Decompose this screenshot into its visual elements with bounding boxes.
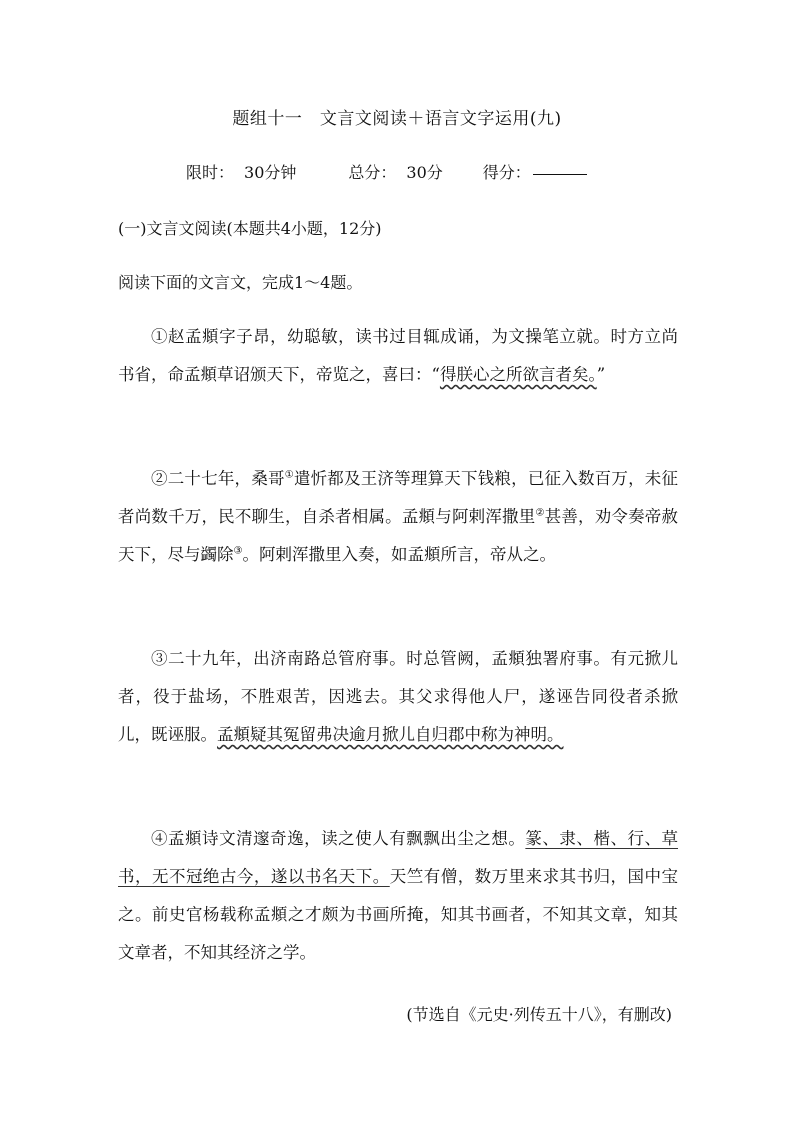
section-instruction: 阅读下面的文言文，完成1～4题。 [118,273,363,292]
p4-text-a: ④孟頫诗文清邃奇逸，读之使人有飘飘出尘之想。 [151,829,526,848]
p3-underlined-sentence: 孟頫疑其冤留弗决逾月掀儿自归郡中称为神明。 [217,725,564,744]
passage-paragraph-1 [118,318,678,394]
p2-text-a: ②二十七年，桑哥 [151,469,285,488]
footnote-marker-3: ③ [233,545,243,557]
footnote-marker-1: ① [284,469,294,481]
passage-paragraph-2 [118,460,678,574]
time-label: 限时： [186,163,235,182]
p2-text-b: 遣忻都及王济等理算天下钱粮，已征入数百万，未征者尚数千万，民不聊生，自杀者相属。孟頫与阿剌浑撒里 [118,469,679,526]
total-label: 总分： [348,163,397,182]
footnote-marker-2: ② [535,507,545,519]
p1-text-b: ” [596,365,606,384]
time-value: 30分钟 [244,163,297,182]
p1-underlined-sentence: 得朕心之所欲言者矣。 [439,365,597,384]
p4-text-b: 天竺有僧，数万里来求其书归，国中宝之。前史官杨载称孟頫之才颇为书画所掩，知其书画者，不知其文章，知其文章者，不知其经济之学。 [118,867,678,962]
p2-text-d: 。阿剌浑撒里入奏，如孟頫所言，帝从之。 [242,545,556,564]
p4-underlined-sentence: 篆、隶、楷、行、草书，无不冠绝古今，遂以书名天下。 [118,829,679,886]
page-title: 题组十一 文言文阅读＋语言文字运用(九) [232,109,562,129]
score-blank[interactable] [533,160,587,175]
passage-source: (节选自《元史·列传五十八》，有删改) [406,1005,672,1024]
section-heading: (一)文言文阅读(本题共4小题，12分) [118,219,382,238]
passage-paragraph-3 [118,640,678,754]
exam-meta [186,160,587,183]
p2-text-c: 甚善，劝令奏帝赦天下，尽与蠲除 [118,507,679,564]
passage-paragraph-4 [118,820,678,972]
total-value: 30分 [406,163,443,182]
score-label: 得分： [482,163,531,182]
p1-text-a: ①赵孟頫字子昂，幼聪敏，读书过目辄成诵，为文操笔立就。时方立尚书省，命孟頫草诏颁天下，帝览之，喜曰：“ [118,327,678,384]
p3-text-a: ③二十九年，出济南路总管府事。时总管阙，孟頫独署府事。有元掀儿者，役于盐场，不胜艰苦，因逃去。其父求得他人尸，遂诬告同役者杀掀儿，既诬服。 [118,649,678,744]
